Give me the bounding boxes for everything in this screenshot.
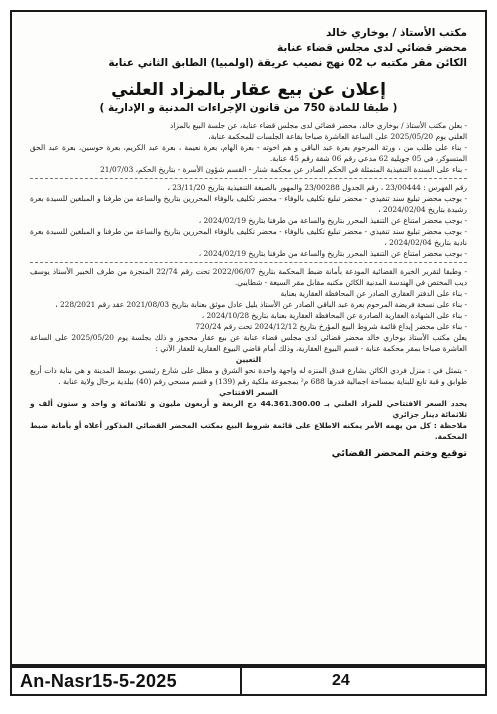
notice-paragraph: - بناء على نسخة فريضة المرحوم بعرة عبد الباقي الصادر عن الأستاذ بليل عادل موثق بعنابة بتاريخ 2021/08/03 عقد رقم 228/2021 ، — [55, 300, 467, 309]
notice-paragraph: - بناء على محضر إيداع قائمة شروط البيع المؤرخ بتاريخ 2024/12/12 تحت رقم 720/24 — [195, 322, 467, 331]
publication-date: An-Nasr15-5-2025 — [12, 668, 242, 694]
bailiff-header — [30, 26, 467, 71]
notice-body — [30, 120, 467, 442]
notice-paragraph: - بوجب محضر امتناع عن التنفيذ المحرر بتاريخ والساعة من طرفنا بتاريخ 2024/02/19 ، — [198, 216, 467, 225]
notice-paragraph: - وطبقا لتقرير الخبرة القضائية المودعة بأمانة ضبط المحكمة بتاريخ 2022/06/07 تحت رقم 22/74 المنجزة من طرف الخبير الأستاذ يوسف ديب المختص في الهندسة المدنية الكائن مكتبه مقابل مقر السيعة - شطايبي. — [30, 267, 467, 287]
notice-title: إعلان عن بيع عقار بالمزاد العلني — [111, 80, 386, 100]
price-text: يحدد السعر الافتتاحي للمزاد العلني بـ 44.361.300.00 دج الربعة و أربعون مليون و ثلاثمائة و واحد و ستون ألف و ثلاثمائة دينار جزائري — [30, 399, 468, 419]
notice-paragraph: - بوجب محضر تبليغ سند تنفيذي - محضر تبليغ تكليف بالوفاء - محضر تكليف بالوفاء المحررين بتاريخ والساعة من طرفنا و المبلغين للسيدة بعرة نادية بتاريخ 2024/02/04 ، — [30, 227, 467, 247]
notice-paragraph: - بناء على طلب من ، ورثة المرحوم بعرة عبد الباقي و هم اخوته - بعرة الهام، بعرة نعيمة ، بعرة عبد الكريم، بعرة حوسين، بعرة عبد الحق المتسوكر، في 05 جويلية 62 مدعي رقم 06 شقة رقم 45 عنابة. — [30, 143, 467, 163]
notice-paragraph: - بعلن مكتب الأستاذ / بوخاري خالد، محضر قضائي لدى مجلس قضاء عنابة، عن جلسة البيع بالمزاد — [169, 121, 467, 130]
bailiff-address: الكائن مقر مكتبه ب 02 نهج نصيب عريقة (اولمبيا) الطابق الثاني عنابة — [108, 57, 467, 69]
signature-line: توقيع وختم المحضر القضائي — [331, 448, 467, 459]
divider — [30, 262, 467, 263]
page-footer — [10, 666, 487, 696]
notice-subtitle: ( طبقا للمادة 750 من قانون الإجراءات المدنية و الإدارية ) — [99, 102, 398, 114]
notice-paragraph: رقم الفهرس : 23/00444 ، رقم الجدول 23/00288 والمهور بالصيغة التنفيذية بتاريخ 23/11/20 ، — [167, 183, 467, 192]
legal-notice — [10, 10, 487, 666]
designation-text: - يتمثل في : منزل فردي الكائن بشارع فندق المنزه له واجهة واحدة نحو الشرق و مطل على شارع رئيسي بوسط المدينة و هي بناية ذات أربع طوابق و قبة تابع للبناية بمساحة اجمالية قدرها 688 م² بمجموعة ملكية رقم (139) و قسم مسحي رقم (40) ببلدية برحال ولاية عنابة . — [30, 366, 467, 386]
notice-paragraph: - بناء على السندة التنفيذية المتمثلة في الحكم الصادر عن محكمة شنار - القسم شؤون الأسرة - بتاريخ الحكم، 21/07/03 — [100, 165, 467, 174]
price-heading: السعر الافتتاحي — [219, 388, 278, 397]
bailiff-office-name: مكتب الأستاذ / بوخاري خالد — [325, 27, 467, 39]
bailiff-title: محضر قضائي لدى مجلس قضاء عنابة — [276, 42, 467, 54]
page-number: 24 — [332, 672, 350, 689]
notice-paragraph: - بوجب محضر تبليغ سند تنفيذي - محضر تبليغ تكليف بالوفاء - محضر تكليف بالوفاء المحررين بتاريخ والساعة من طرفنا و المبلغين للسيدة بعرة رشيدة بتاريخ 2024/02/04 ، — [30, 194, 467, 214]
notice-paragraph: - بناء على الدفتر العقاري الصادر عن المحافظة العقارية بعنابة — [280, 289, 467, 298]
notice-paragraph: يعلن مكتب الأستاذ بوخاري خالد محضر قضائي لدى مجلس قضاء عنابة عن بيع عقار محجوز و ذلك بجلسة يوم 2025/05/20 على الساعة العاشرة صباحا بمقر محكمة عنابة - قسم البيوع العقارية، وذلك أمام قاضي البيوع العقارية للعقار الآتي : — [30, 333, 467, 353]
designation-heading: التعيين — [235, 355, 262, 364]
notice-paragraph: العلني يوم 2025/05/20 على الساعة العاشرة صباحا بقاعة الجلسات للمحكمة عنابة، — [208, 132, 467, 141]
notice-note: ملاحظة : كل من يهمه الأمر يمكنه الاطلاع على قائمة شروط البيع بمكتب المحضر القضائي المذكور أعلاه أو بأمانة ضبط المحكمة. — [30, 421, 467, 441]
notice-paragraph: - بناء على الشهادة العقارية الصادرة عن المحافظة العقارية بعنابة بتاريخ 2024/10/28 ، — [201, 311, 467, 320]
divider — [30, 178, 467, 179]
notice-paragraph: - بوجب محضر امتناع عن التنفيذ المحرر بتاريخ والساعة من طرفنا بتاريخ 2024/02/19 ، — [198, 249, 467, 258]
